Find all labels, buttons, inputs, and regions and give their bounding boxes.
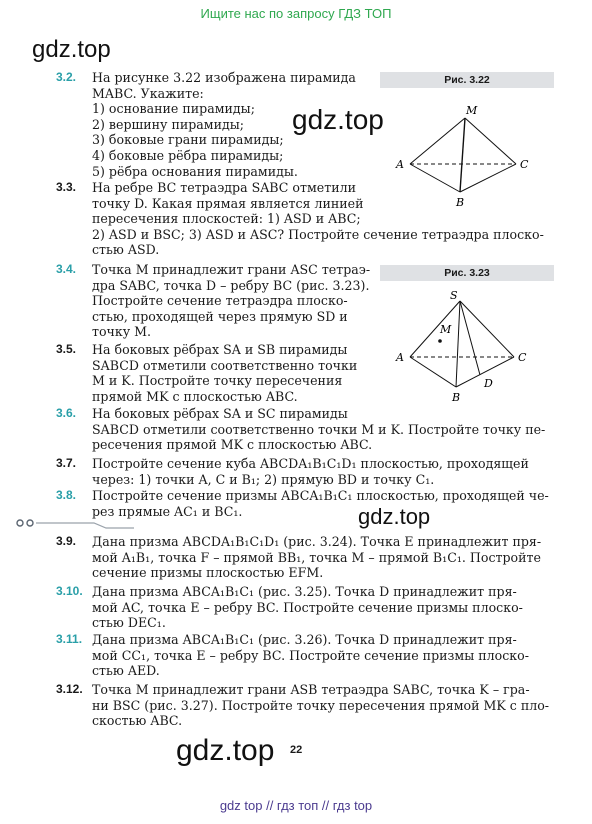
problem-line: Точка M принадлежит грани ASB тетраэдра SABC, точка K – гра-	[92, 682, 530, 697]
problem-line: Дана призма ABCA₁B₁C₁ (рис. 3.26). Точка D принадлежит пря-	[92, 632, 517, 647]
problem-line: 2) вершину пирамиды;	[92, 116, 245, 132]
label-b: B	[452, 391, 461, 404]
problem-3-3	[56, 180, 556, 258]
problem-3-2	[56, 70, 356, 179]
problem-line: На боковых рёбрах SA и SB пирамиды	[92, 342, 348, 357]
problem-line: Точка M принадлежит грани ASC тетраэ-	[92, 262, 371, 277]
problem-line: стью ASD.	[92, 242, 160, 258]
problem-3-7	[56, 456, 556, 487]
problem-line: MABC. Укажите:	[92, 85, 204, 101]
problem-line: На рисунке 3.22 изображена пирамида	[92, 70, 356, 85]
problem-3-12	[56, 682, 556, 729]
figure-caption: Рис. 3.22	[380, 72, 554, 88]
section-separator	[14, 516, 134, 530]
label-s: S	[450, 289, 458, 302]
problem-line: Постройте сечение призмы ABCA₁B₁C₁ плоскостью, проходящей че-	[92, 488, 549, 503]
problem-line: прямой MK с плоскостью ABC.	[92, 388, 298, 404]
problem-3-6	[56, 406, 556, 453]
problem-line: дра SABC, точка D – ребру BC (рис. 3.23).	[92, 277, 370, 293]
problem-line: На боковых рёбрах SA и SC пирамиды	[92, 406, 348, 421]
problem-number: 3.7.	[56, 456, 77, 470]
problem-number: 3.3.	[56, 180, 77, 194]
problem-line: ресечения прямой MK с плоскостью ABC.	[92, 437, 373, 453]
label-m: M	[466, 104, 478, 117]
problem-3-5	[56, 342, 358, 404]
page-number: 22	[290, 744, 303, 756]
problem-line: Дана призма ABCDA₁B₁C₁D₁ (рис. 3.24). Точка E принадлежит пря-	[92, 534, 542, 549]
tetrahedron-diagram	[380, 281, 554, 421]
problem-line: Дана призма ABCA₁B₁C₁ (рис. 3.25). Точка D принадлежит пря-	[92, 584, 517, 599]
problem-line: На ребре BC тетраэдра SABC отметили	[92, 180, 356, 195]
problem-line: мой CC₁, точка E – ребру BC. Постройте сечение призмы плоско-	[92, 647, 529, 663]
problem-number: 3.11.	[56, 632, 83, 646]
problem-line: SABCD отметили соответственно точки M и K. Постройте точку пе-	[92, 421, 546, 437]
label-a: A	[396, 158, 404, 171]
footer-links: gdz top // гдз топ // гдз top	[219, 798, 373, 813]
problem-line: 1) основание пирамиды;	[92, 101, 255, 117]
problem-number: 3.2.	[56, 70, 77, 84]
label-b: B	[456, 196, 465, 209]
problem-number: 3.8.	[56, 488, 77, 502]
problem-line: 2) ASD и BSC; 3) ASD и ASC? Постройте сечение тетраэдра плоско-	[92, 226, 544, 242]
figure-3-23	[380, 265, 554, 421]
problem-line: рез прямые AC₁ и BC₁.	[92, 503, 243, 519]
problem-line: Постройте сечение куба ABCDA₁B₁C₁D₁ плоскостью, проходящей	[92, 456, 529, 471]
label-a: A	[396, 351, 404, 364]
label-d: D	[484, 377, 493, 390]
problem-line: пересечения плоскостей: 1) ASD и ABC;	[92, 211, 361, 227]
problem-3-10	[56, 584, 556, 631]
problem-line: мой A₁B₁, точка F – прямой BB₁, точка M – прямой B₁C₁. Постройте	[92, 549, 541, 565]
problem-line: сечение призмы плоскостью EFM.	[92, 565, 324, 581]
problem-number: 3.9.	[56, 534, 77, 548]
watermark: gdz.top	[292, 104, 384, 135]
problem-line: через: 1) точки A, C и B₁; 2) прямую BD и точку C₁.	[92, 471, 435, 487]
label-c: C	[520, 158, 529, 171]
figure-caption: Рис. 3.23	[380, 265, 554, 281]
problem-number: 3.12.	[56, 682, 83, 696]
problem-number: 3.10.	[56, 584, 83, 598]
problem-line: стью, проходящей через прямую SD и	[92, 308, 348, 324]
problem-3-11	[56, 632, 556, 679]
problem-3-9	[56, 534, 556, 581]
problem-line: ни BSC (рис. 3.27). Постройте точку пересечения прямой MK с пло-	[92, 697, 550, 713]
watermark: gdz.top	[32, 36, 111, 63]
problem-number: 3.6.	[56, 406, 77, 420]
problem-line: 4) боковые рёбра пирамиды;	[92, 147, 284, 163]
watermark: gdz.top	[176, 734, 275, 767]
problem-line: стью AED.	[92, 663, 160, 679]
watermark: gdz.top	[358, 504, 431, 529]
problem-line: 5) рёбра основания пирамиды.	[92, 163, 298, 179]
problem-line: мой AC, точка E – ребру BC. Постройте сечение призмы плоско-	[92, 599, 523, 615]
problem-line: SABCD отметили соответственно точки	[92, 357, 358, 373]
problem-line: стью DEC₁.	[92, 615, 166, 631]
label-m: M	[440, 323, 452, 336]
problem-number: 3.5.	[56, 342, 77, 356]
problem-line: точку M.	[92, 324, 152, 340]
label-c: C	[518, 351, 527, 364]
problem-3-8	[56, 488, 556, 519]
problem-number: 3.4.	[56, 262, 77, 276]
problem-line: M и K. Постройте точку пересечения	[92, 373, 343, 389]
problem-line: скостью ABC.	[92, 713, 183, 729]
problem-3-4	[56, 262, 371, 340]
top-banner: Ищите нас по запросу ГДЗ ТОП	[200, 6, 392, 21]
problem-line: Постройте сечение тетраэдра плоско-	[92, 293, 348, 309]
problem-line: 3) боковые грани пирамиды;	[92, 132, 284, 148]
problem-line: точку D. Какая прямая является линией	[92, 195, 364, 211]
